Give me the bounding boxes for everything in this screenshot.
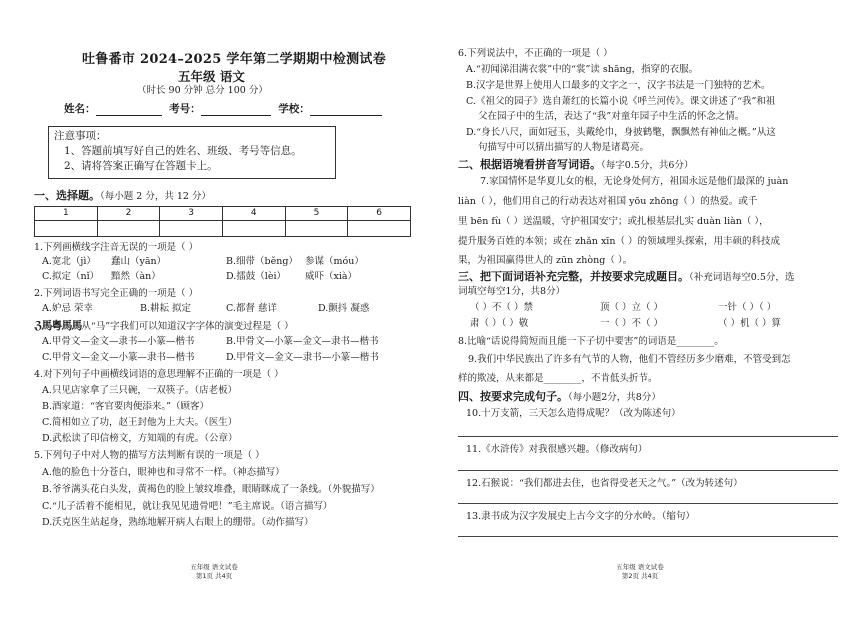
answer-cell-5[interactable]: [285, 221, 348, 237]
exam-no-blank[interactable]: [201, 115, 271, 116]
q5-option-a: A.他的脸色十分苍白，眼神也和寻常不一样。（神态描写）: [42, 467, 285, 478]
q4-option-d: D.武松读了印信榜文，方知端的有虎。（公章）: [42, 433, 238, 444]
q11-answer-line[interactable]: [458, 470, 838, 471]
answer-col-1: 1: [35, 207, 98, 221]
answer-table: [34, 206, 411, 237]
idiom-4: 肃（ ）（ ）敬: [470, 318, 529, 329]
q3-option-d: D.甲骨文—金文—隶书—小篆—楷书: [226, 352, 379, 363]
exam-title: 吐鲁番市 2024–2025 学年第二学期期中检测试卷: [82, 52, 387, 67]
q10-answer-line[interactable]: [458, 436, 838, 437]
q2-option-d: D.颤抖 凝惑: [318, 303, 370, 314]
section-1-heading: 一、选择题。（每小题 2 分，共 12 分）: [34, 189, 211, 202]
q6-option-d-line-2: 句描写中可以猜出描写的人物是诸葛亮。: [478, 142, 650, 153]
notice-item-2: 2、请将答案正确写在答题卡上。: [64, 160, 218, 173]
notice-item-1: 1、答题前填写好自己的姓名、班级、考号等信息。: [64, 145, 302, 158]
q1-option-a-2: 蠢山（yān）: [111, 256, 167, 267]
answer-table-header-row: [35, 207, 411, 221]
question-8: 8.比喻“话说得简短而且能一下子切中要害”的词语是________。: [458, 336, 724, 347]
answer-cell-2[interactable]: [97, 221, 160, 237]
q5-option-c: C.“儿子活着不能相见，就让我见见遗骨吧！”毛主席说。（语言描写）: [42, 501, 333, 512]
section-3-note-2: 词填空每空1分，共8分）: [458, 286, 566, 297]
answer-col-5: 5: [285, 207, 348, 221]
left-footer: [174, 563, 254, 581]
passage-7-line-1: 7.家国情怀是华夏儿女的根，无论身处何方，祖国永远是他们最深的 juàn: [480, 176, 789, 187]
answer-table-blank-row[interactable]: [35, 221, 411, 237]
q2-option-b: B.耕耘 拟定: [140, 303, 192, 314]
name-blank[interactable]: [96, 115, 162, 116]
q6-option-c-line-1: C.《祖父的园子》选自萧红的长篇小说《呼兰河传》。课文讲述了“我”和祖: [466, 96, 776, 107]
q6-option-d-line-1: D.“身长八尺，面如冠玉，头戴纶巾，身披鹤氅，飘飘然有神仙之概。”从这: [466, 127, 776, 138]
school-blank[interactable]: [310, 115, 382, 116]
answer-cell-6[interactable]: [348, 221, 411, 237]
q1-option-c: C.拟定（nǐ）: [42, 271, 100, 282]
q1-option-a: A.宽北（jì）: [42, 256, 96, 267]
passage-7-line-4: 提升服务百姓的本领；或在 zhǎn xīn（ ）的领域埋头探索，用丰硕的科技成: [458, 236, 780, 247]
q6-option-a: A.“初闻涕泪满衣裳”中的“裳”读 shāng，指穿的衣服。: [466, 64, 699, 75]
passage-7-line-5: 果，为祖国赢得世人的 zūn zhòng（ ）。: [458, 255, 633, 266]
q5-option-d: D.沃克医生站起身，熟练地解开病人右眼上的绷带。（动作描写）: [42, 517, 314, 528]
question-3: ℨ馬粤馬馬从“马”字我们可以知道汉字字体的演变过程是（ ）: [34, 319, 294, 332]
question-6: 6.下列说法中，不正确的一项是（ ）: [458, 48, 613, 59]
answer-col-3: 3: [160, 207, 223, 221]
question-4: 4.对下列句子中画横线词语的意思理解不正确的一项是（ ）: [34, 369, 284, 380]
q1-option-c-2: 黯然（àn）: [111, 271, 161, 282]
time-info: （时长 90 分钟 总分 100 分）: [137, 85, 268, 96]
section-4-heading: 四、按要求完成句子。（每小题2分，共8分）: [458, 390, 661, 403]
school-label: 学校：: [278, 103, 310, 115]
exam-subtitle: 五年级 语文: [178, 69, 245, 84]
q4-option-c: C.简相如立了功，赵王封他为上大夫。（医生）: [42, 417, 238, 428]
idiom-6: （ ）机（ ）算: [718, 318, 782, 329]
q2-option-a: A.妒忌 荣幸: [42, 303, 93, 314]
idiom-3: 一针（ ）（ ）: [718, 302, 777, 313]
q1-option-b-2: 参谋（móu）: [305, 256, 364, 267]
answer-col-2: 2: [97, 207, 160, 221]
answer-cell-4[interactable]: [222, 221, 285, 237]
question-10: 10.十万支箭，三天怎么造得成呢？（改为陈述句）: [466, 408, 681, 419]
answer-col-4: 4: [222, 207, 285, 221]
idiom-1: （ ）不（ ）禁: [470, 302, 534, 313]
right-footer-page: 第2页 共4页: [621, 571, 659, 580]
question-9-line-1: 9.我们中华民族出了许多有气节的人物，他们不管经历多少磨难，不管受到怎: [468, 354, 791, 365]
left-page: [0, 0, 420, 619]
q3-option-a: A.甲骨文—金文—隶书—小篆—楷书: [42, 336, 195, 347]
exam-no-label: 考号：: [169, 103, 201, 115]
notice-box: [48, 126, 336, 179]
question-9-line-2: 样的欺凌，从来都是________，不肯低头折节。: [458, 373, 658, 384]
q12-answer-line[interactable]: [458, 503, 838, 504]
right-footer-title: 五年级 语文试卷: [616, 563, 664, 571]
answer-col-6: 6: [348, 207, 411, 221]
passage-7-line-3: 里 bēn fù（ ）送温暖，守护祖国安宁；或扎根基层扎实 duàn liàn（ ），: [458, 216, 769, 227]
section-3-heading: 三、把下面词语补充完整，并按要求完成题目。（补充词语每空0.5分，选: [458, 270, 795, 283]
q13-answer-line[interactable]: [458, 536, 838, 537]
q6-option-b: B.汉字是世界上使用人口最多的文字之一，汉字书法是一门独特的艺术。: [466, 80, 771, 91]
q3-option-b: B.甲骨文—小篆—金文—隶书—楷书: [226, 336, 379, 347]
question-5: 5.下列句子中对人物的描写方法判断有误的一项是（ ）: [34, 450, 265, 461]
idiom-5: 一（ ）不（ ）: [600, 318, 664, 329]
answer-cell-3[interactable]: [160, 221, 223, 237]
right-page: [440, 0, 860, 619]
name-label: 姓名：: [64, 103, 96, 115]
question-2: 2.下列词语书写完全正确的一项是（ ）: [34, 288, 199, 299]
q2-option-c: C.都督 慈详: [226, 303, 277, 314]
q1-option-d-2: 威吓（xià）: [305, 271, 358, 282]
left-footer-title: 五年级 语文试卷: [190, 563, 238, 571]
q4-option-b: B.酒家道：“客官要肉便添来。”（顾客）: [42, 401, 209, 412]
q1-option-d: D.擂鼓（lèi）: [226, 271, 286, 282]
answer-cell-1[interactable]: [35, 221, 98, 237]
question-12: 12.石猴说：“我们都进去住，也省得受老天之气。”（改为转述句）: [466, 478, 743, 489]
name-field[interactable]: [64, 103, 382, 116]
question-11: 11.《水浒传》对我很感兴趣。（修改病句）: [466, 444, 648, 455]
passage-7-line-2: liàn（ ），他们用自己的行动表达对祖国 yōu zhōng（ ）的热爱。或千: [458, 196, 758, 207]
q1-option-b: B.细带（běng）: [226, 256, 298, 267]
notice-title: 注意事项：: [54, 130, 107, 142]
question-1: 1.下列画横线字注音无误的一项是（ ）: [34, 242, 199, 253]
idiom-2: 顶（ ）立（ ）: [600, 302, 664, 313]
left-footer-page: 第1页 共4页: [195, 571, 233, 580]
question-13: 13.隶书成为汉字发展史上古今文字的分水岭。（缩句）: [466, 511, 695, 522]
q3-option-c: C.甲骨文—金文—小篆—隶书—楷书: [42, 352, 195, 363]
right-footer: [600, 563, 680, 581]
horse-character-evolution: ℨ馬粤馬馬: [34, 319, 82, 332]
q6-option-c-line-2: 父在园子中的生活，表达了“我”对童年园子中生活的怀念之情。: [478, 111, 745, 122]
q4-option-a: A.只见店家拿了三只碗，一双筷子。（店老板）: [42, 385, 238, 396]
q5-option-b: B.爷爷满头花白头发，黄褐色的脸上皱纹堆叠，眼睛眯成了一条线。（外貌描写）: [42, 484, 380, 495]
section-2-heading: 二、根据语境看拼音写词语。（每字0.5分，共6分）: [458, 158, 694, 171]
